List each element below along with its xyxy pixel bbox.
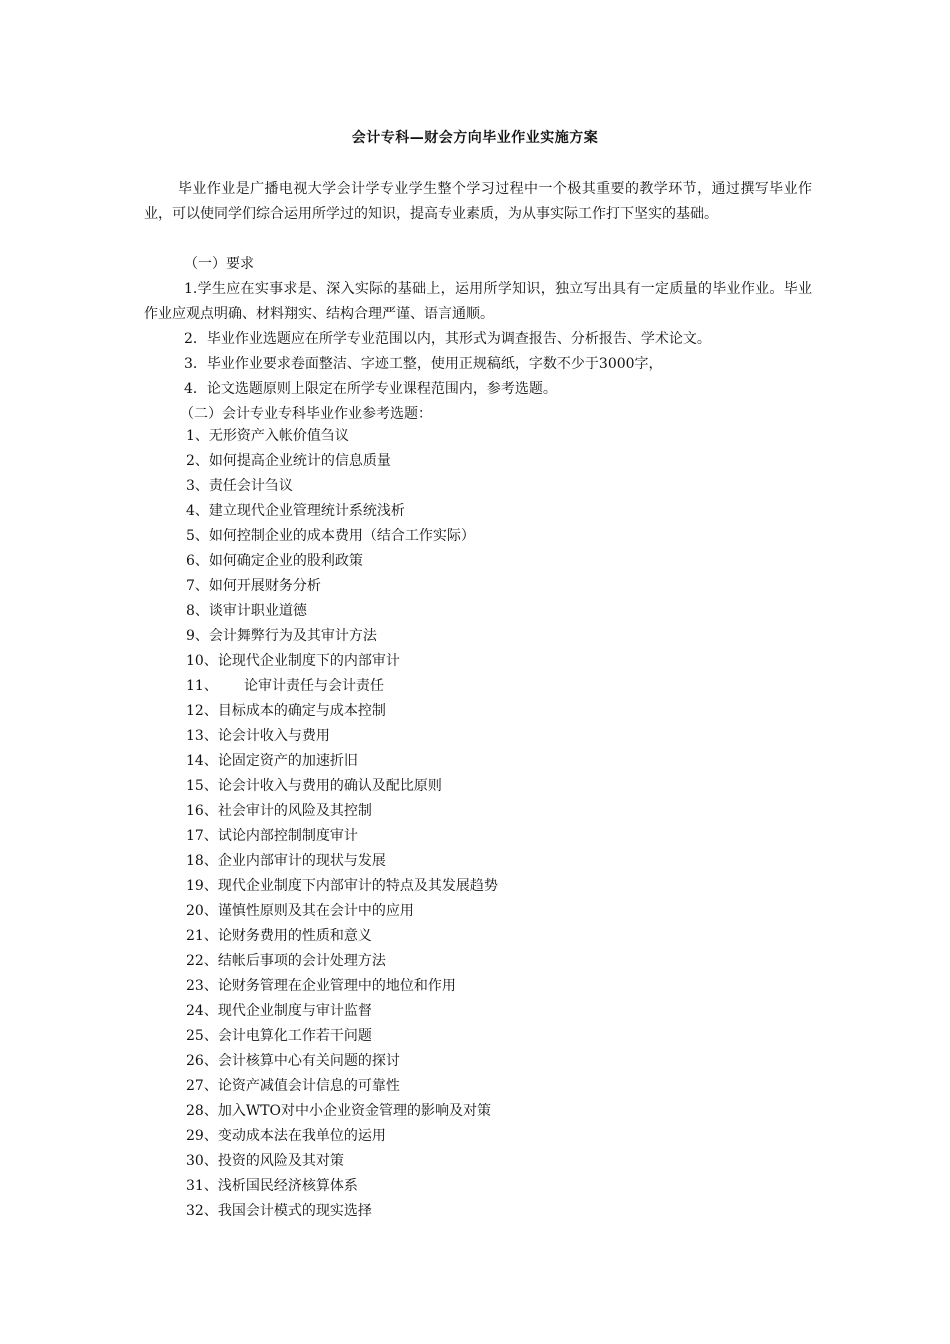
topic-text: 投资的风险及其对策 [217,1153,344,1169]
topic-number: 14、 [186,753,218,769]
topic-number: 12、 [186,703,218,719]
topic-text: 论现代企业制度下的内部审计 [217,653,400,669]
topic-item [144,849,812,874]
topic-text: 加入WTO对中小企业资金管理的影响及对策 [217,1103,492,1119]
topic-item [144,574,812,599]
topic-number: 28、 [186,1103,218,1119]
topic-text: 变动成本法在我单位的运用 [217,1128,386,1144]
topic-item [144,1199,812,1224]
topic-item [144,449,812,474]
topic-item [144,699,812,724]
topic-text: 如何控制企业的成本费用（结合工作实际） [208,528,475,544]
topic-text: 论财务费用的性质和意义 [217,928,372,944]
topic-text: 谈审计职业道德 [208,603,307,619]
topic-text: 论资产减值会计信息的可靠性 [217,1078,400,1094]
topic-item [144,1049,812,1074]
topic-number: 32、 [186,1203,218,1219]
topic-number: 27、 [186,1078,218,1094]
topic-text: 论会计收入与费用的确认及配比原则 [217,778,442,794]
topic-item [144,1099,812,1124]
topic-number: 3、 [186,478,209,494]
topic-item [144,824,812,849]
topic-text: 无形资产入帐价值刍议 [208,428,349,444]
topic-number: 25、 [186,1028,218,1044]
topic-text: 企业内部审计的现状与发展 [217,853,386,869]
topic-item [144,974,812,999]
requirements-section [144,252,812,427]
topic-text: 社会审计的风险及其控制 [217,803,372,819]
topic-item [144,774,812,799]
topic-text: 结帐后事项的会计处理方法 [217,953,386,969]
topic-item [144,624,812,649]
topic-number: 13、 [186,728,218,744]
topic-item [144,499,812,524]
topic-item [144,1074,812,1099]
topics-section [144,424,812,1224]
topic-text: 责任会计刍议 [208,478,293,494]
topic-item [144,649,812,674]
topic-text: 现代企业制度下内部审计的特点及其发展趋势 [217,878,498,894]
topic-number: 29、 [186,1128,218,1144]
topic-number: 7、 [186,578,209,594]
topic-item [144,1149,812,1174]
topic-text: 如何开展财务分析 [208,578,321,594]
topic-text: 谨慎性原则及其在会计中的应用 [217,903,414,919]
topic-text: 建立现代企业管理统计系统浅析 [208,503,405,519]
topic-text: 会计舞弊行为及其审计方法 [208,628,377,644]
topic-item [144,874,812,899]
topic-number: 23、 [186,978,218,994]
topic-item [144,749,812,774]
topic-number: 15、 [186,778,218,794]
topic-text: 论会计收入与费用 [217,728,330,744]
topic-text: 我国会计模式的现实选择 [217,1203,372,1219]
topic-list [144,424,812,1224]
topic-number: 24、 [186,1003,218,1019]
topic-item [144,1124,812,1149]
topic-number: 17、 [186,828,218,844]
requirement-item: 1.学生应在实事求是、深入实际的基础上，运用所学知识，独立写出具有一定质量的毕业作业。毕业作业应观点明确、材料翔实、结构合理严谨、语言通顺。 [144,281,812,322]
topic-text: 浅析国民经济核算体系 [217,1178,358,1194]
topic-number: 4、 [186,503,209,519]
topic-number: 9、 [186,628,209,644]
document-title: 会计专科—财会方向毕业作业实施方案 [351,130,599,146]
topic-item [144,724,812,749]
requirement-item: 4．论文选题原则上限定在所学专业课程范围内，参考选题。 [184,381,557,397]
topic-number: 26、 [186,1053,218,1069]
topic-item [144,599,812,624]
topic-number: 5、 [186,528,209,544]
topic-item [144,549,812,574]
topic-number: 11、 [186,678,218,694]
topic-text: 试论内部控制制度审计 [217,828,358,844]
topic-text: 论固定资产的加速折旧 [217,753,358,769]
topic-item [144,899,812,924]
topic-item [144,1174,812,1199]
topic-item [144,799,812,824]
topic-text: 论审计责任与会计责任 [244,678,384,694]
topic-item [144,674,812,699]
topic-text: 论财务管理在企业管理中的地位和作用 [217,978,456,994]
topic-number: 31、 [186,1178,218,1194]
topic-text: 如何提高企业统计的信息质量 [208,453,391,469]
requirement-item: 2．毕业作业选题应在所学专业范围以内，其形式为调查报告、分析报告、学术论文。 [184,331,711,347]
topic-text: 现代企业制度与审计监督 [217,1003,372,1019]
topic-number: 8、 [186,603,209,619]
topic-item [144,1024,812,1049]
topic-text: 会计核算中心有关问题的探讨 [217,1053,400,1069]
topic-item [144,524,812,549]
section-heading-requirements: （一）要求 [184,256,254,272]
topic-item [144,424,812,449]
topic-item [144,949,812,974]
topic-number: 1、 [186,428,209,444]
topic-number: 6、 [186,553,209,569]
topic-text: 如何确定企业的股利政策 [208,553,363,569]
topic-item [144,474,812,499]
intro-paragraph: 毕业作业是广播电视大学会计学专业学生整个学习过程中一个极其重要的教学环节，通过撰写毕业作业，可以使同学们综合运用所学过的知识，提高专业素质，为从事实际工作打下坚实的基础。 [144,181,812,222]
topic-number: 20、 [186,903,218,919]
topic-text: 会计电算化工作若干问题 [217,1028,372,1044]
section-heading-topics: （二）会计专业专科毕业作业参考选题： [180,406,432,422]
topic-item [144,924,812,949]
topic-text: 目标成本的确定与成本控制 [217,703,386,719]
topic-number: 2、 [186,453,209,469]
topic-number: 19、 [186,878,218,894]
requirement-item: 3．毕业作业要求卷面整洁、字迹工整，使用正规稿纸，字数不少于3000字， [184,356,663,372]
topic-number: 22、 [186,953,218,969]
topic-number: 21、 [186,928,218,944]
topic-number: 16、 [186,803,218,819]
topic-number: 18、 [186,853,218,869]
topic-item [144,999,812,1024]
topic-number: 30、 [186,1153,218,1169]
topic-number: 10、 [186,653,218,669]
